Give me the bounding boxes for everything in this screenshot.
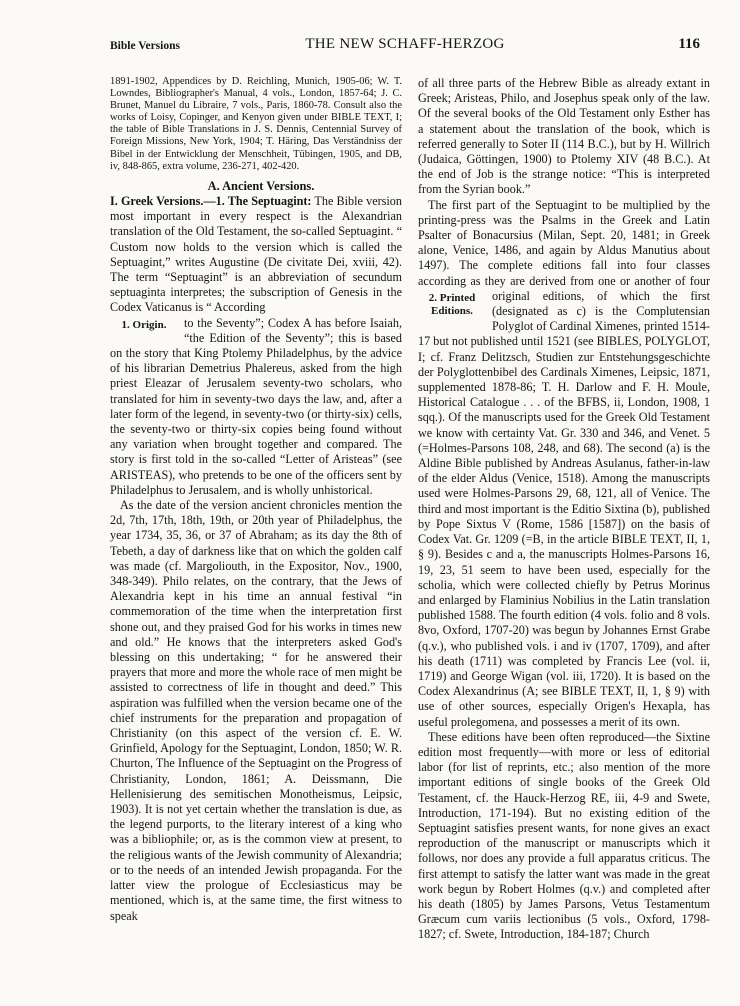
right-column xyxy=(418,76,710,994)
paragraph-text: The first part of the Septuagint to be multiplied by the printing-press was the Psalms in the Greek and Latin Psalter of Bonacursius (Milan, Sept. 20, 1481; in Greek alone, Venice, 1486, and again by Aldus Manutius about 1497). The complete editions fall into four classes according as they are derived from one or another of four original editions, xyxy=(418,197,710,303)
paragraph-septuagint-intro xyxy=(110,194,402,316)
running-header xyxy=(110,34,700,54)
paragraph-origin xyxy=(110,316,402,498)
paragraph-date: As the date of the version ancient chronicles mention the 2d, 7th, 17th, 18th, 19th, or 20th year of Philadelphus, the year 1734, 35, 36, or 37 of Abraham; as its day the 8th of Tebeth, a day of darkness like that on which the golden calf was made (cf. Margoliouth, in the Expositor, Nov., 1900, 348-349). Philo relates, on the contrary, that the Jews of Alexandria kept in his time an annual festival “in commemoration of the time when the interpretation first shone out, and they praised God for his works in times new and old.” He knows that the interpreters asked God's blessing on this undertaking; “ for he answered their prayers that more and more the whole race of men might be assisted to correctness of life in thought and deed.” This aspiration was fulfilled when the version became one of the chief instruments for the preparation and propagation of Christianity (on this aspect of the version cf. E. W. Grinfield, Apology for the Septuagint, London, 1850; W. R. Churton, The Influence of the Septuagint on the Progress of Christianity, London, 1861; A. Deissmann, Die Hellenisierung des semitischen Monotheismus, Leipsic, 1903). It is not yet certain whether the translation is due, as the legend purports, to the literary interest of a king who was a bibliophile; or, as is the common view at present, to the religious wants of the Jewish community of Alexandria; or to the needs of an intended Jewish propaganda. For the latter view the prologue of Ecclesiasticus may be mentioned, which is, at the same time, the first witness to speak xyxy=(110,498,402,923)
lead-heading: I. Greek Versions.—1. The Septuagint: xyxy=(110,193,312,208)
paragraph-text: of which the first (designated as c) is the Complutensian Polyglot of Cardinal Ximenes, printed 1514-17 but not published until 1521 (see BIBLES, POLYGLOT, I; cf. Franz Delitzsch, Studien zur Entstehungsgeschichte der Polyglottenbibel des Cardinals Ximenes, Leipsic, 1871, supplemented 1878-86; T. H. Darlow and F. H. Moule, Historical Catalogue . . . of the BFBS, ii, London, 1908, 1 sqq.). Of the manuscripts used for the Greek Old Testament we know with certainty Vat. Gr. 330 and 346, and Venet. 5 (=Holmes-Parsons 108, 248, and 68). The second (a) is the Aldine Bible published by Andreas Asulanus, father-in-law of the elder Aldus (Venice, 1518). Among the manuscripts used were Holmes-Parsons 29, 68, 121, all of Venice. The third and most important is the Editio Sixtina (b), published by Pope Sixtus V (Rome, 1586 [1587]) on the basis of Codex Vat. Gr. 1209 (=B, in the article BIBLE TEXT, II, 1, § 9). Besides c and a, the manuscripts Holmes-Parsons 16, 19, 23, 51 seem to have been used, especially for the scholia, which were collected chiefly by Petrus Morinus and enlarged by Flaminius Nobilius in the Latin translation published 1588. The fourth edition (4 vols. folio and 8 vols. 8vo, Oxford, 1707-20) was begun by Johannes Ernst Grabe (q.v.), who published vols. i and iv (1707, 1709), and after his death (1711) was completed by Francis Lee (vol. ii, 1719) and George Wigan (vol. iii, 1720). It is based on the Codex Alexandrinus (A; see BIBLE TEXT, II, 1, § 9) with use of other sources, especially Origen's Hexapla, has useful prolegomena, and possesses a merit of its own. xyxy=(418,288,710,729)
paragraph-text: The Bible version most important in every respect is the Alexandrian translation of the Old Testament, the so-called Septuagint. “ Custom now holds to the version which is called the Septuagint,” writes Augustine (De civitate Dei, xviii, 42). The term “Septuagint” is an abbreviation of secundum septuaginta interpretes; the subscription of Genesis in the Codex Vaticanus is “ According xyxy=(110,193,402,315)
paragraph-reproductions: These editions have been often reproduced—the Sixtine edition most frequently—with more or less of editorial labor (for list of reprints, etc.; also mention of the more important editions of single books of the Greek Old Testament, cf. the Hauck-Herzog RE, iii, 4-9 and Swete, Introduction, 171-194). But no existing edition of the Septuagint satisfies present wants, for none gives an exact reproduction of the manuscript or manuscripts which it follows, nor does any provide a full apparatus criticus. The first attempt to satisfy the latter want was made in the great work begun by Robert Holmes (q.v.) and completed after his death (1805) by James Parsons, Vetus Testamentum Græcum cum variis lectionibus (5 vols., Oxford, 1798-1827; cf. Swete, Introduction, 184-187; Church xyxy=(418,729,710,942)
paragraph-printed-editions xyxy=(418,198,710,730)
left-column xyxy=(110,76,402,994)
header-page-number: 116 xyxy=(678,36,700,52)
header-publication-title: THE NEW SCHAFF-HERZOG xyxy=(305,36,505,52)
side-label-origin: 1. Origin. xyxy=(121,318,167,331)
paragraph-text: to the Seventy”; Codex A has before Isaiah, “the Edition of the Seventy”; this is based on the story that King Ptolemy Philadelphus, by the advice of his librarian Demetrius Phalereus, asked from the high priest Eleazar of Jerusalem seventy-two scholars, who translated for him in seventy-two days the law, and, after a later form of the legend, in seventy-two (or thirty-six) cells, the seventy-two or thirty-six copies being found without any variation when brought together and compared. The story is first told in the so-called “Letter of Aristeas” (see ARISTEAS), who pretends to be one of the officers sent by Philadelphus to Jerusalem, and is wholly unhistorical. xyxy=(110,315,402,497)
paragraph-continuation: of all three parts of the Hebrew Bible as already extant in Greek; Aristeas, Philo, and Josephus speak only of the law. Of the several books of the Old Testament only Esther has a statement about the translation of the book, which is referred generally to Soter II (114 B.C.), but by H. Willrich (Judaica, Göttingen, 1900) to Ptolemy XIV (48 B.C.). At the end of Job is the strange notice: “This is interpreted from the Syrian book.” xyxy=(418,76,710,197)
section-heading: A. Ancient Versions. xyxy=(207,178,315,193)
header-section-title: Bible Versions xyxy=(110,40,180,52)
bibliography-note: 1891-1902, Appendices by D. Reichling, Munich, 1905-06; W. T. Lowndes, Bibliographer's Manual, 4 vols., London, 1857-64; J. C. Brunet, Manuel du Libraire, 7 vols., Paris, 1860-78. Consult also the works of Loisy, Copinger, and Kenyon given under BIBLE TEXT, I; the table of Bible Translations in J. S. Dennis, Centennial Survey of Foreign Missions, New York, 1904; T. Häring, Das Verständniss der Bibel in der Entwicklung der Menschheit, Tübingen, 1905, and DB, iv, 848-865, extra volume, 236-271, 402-420. xyxy=(110,76,402,172)
side-label-printed-editions: 2. Printed Editions. xyxy=(428,291,476,317)
